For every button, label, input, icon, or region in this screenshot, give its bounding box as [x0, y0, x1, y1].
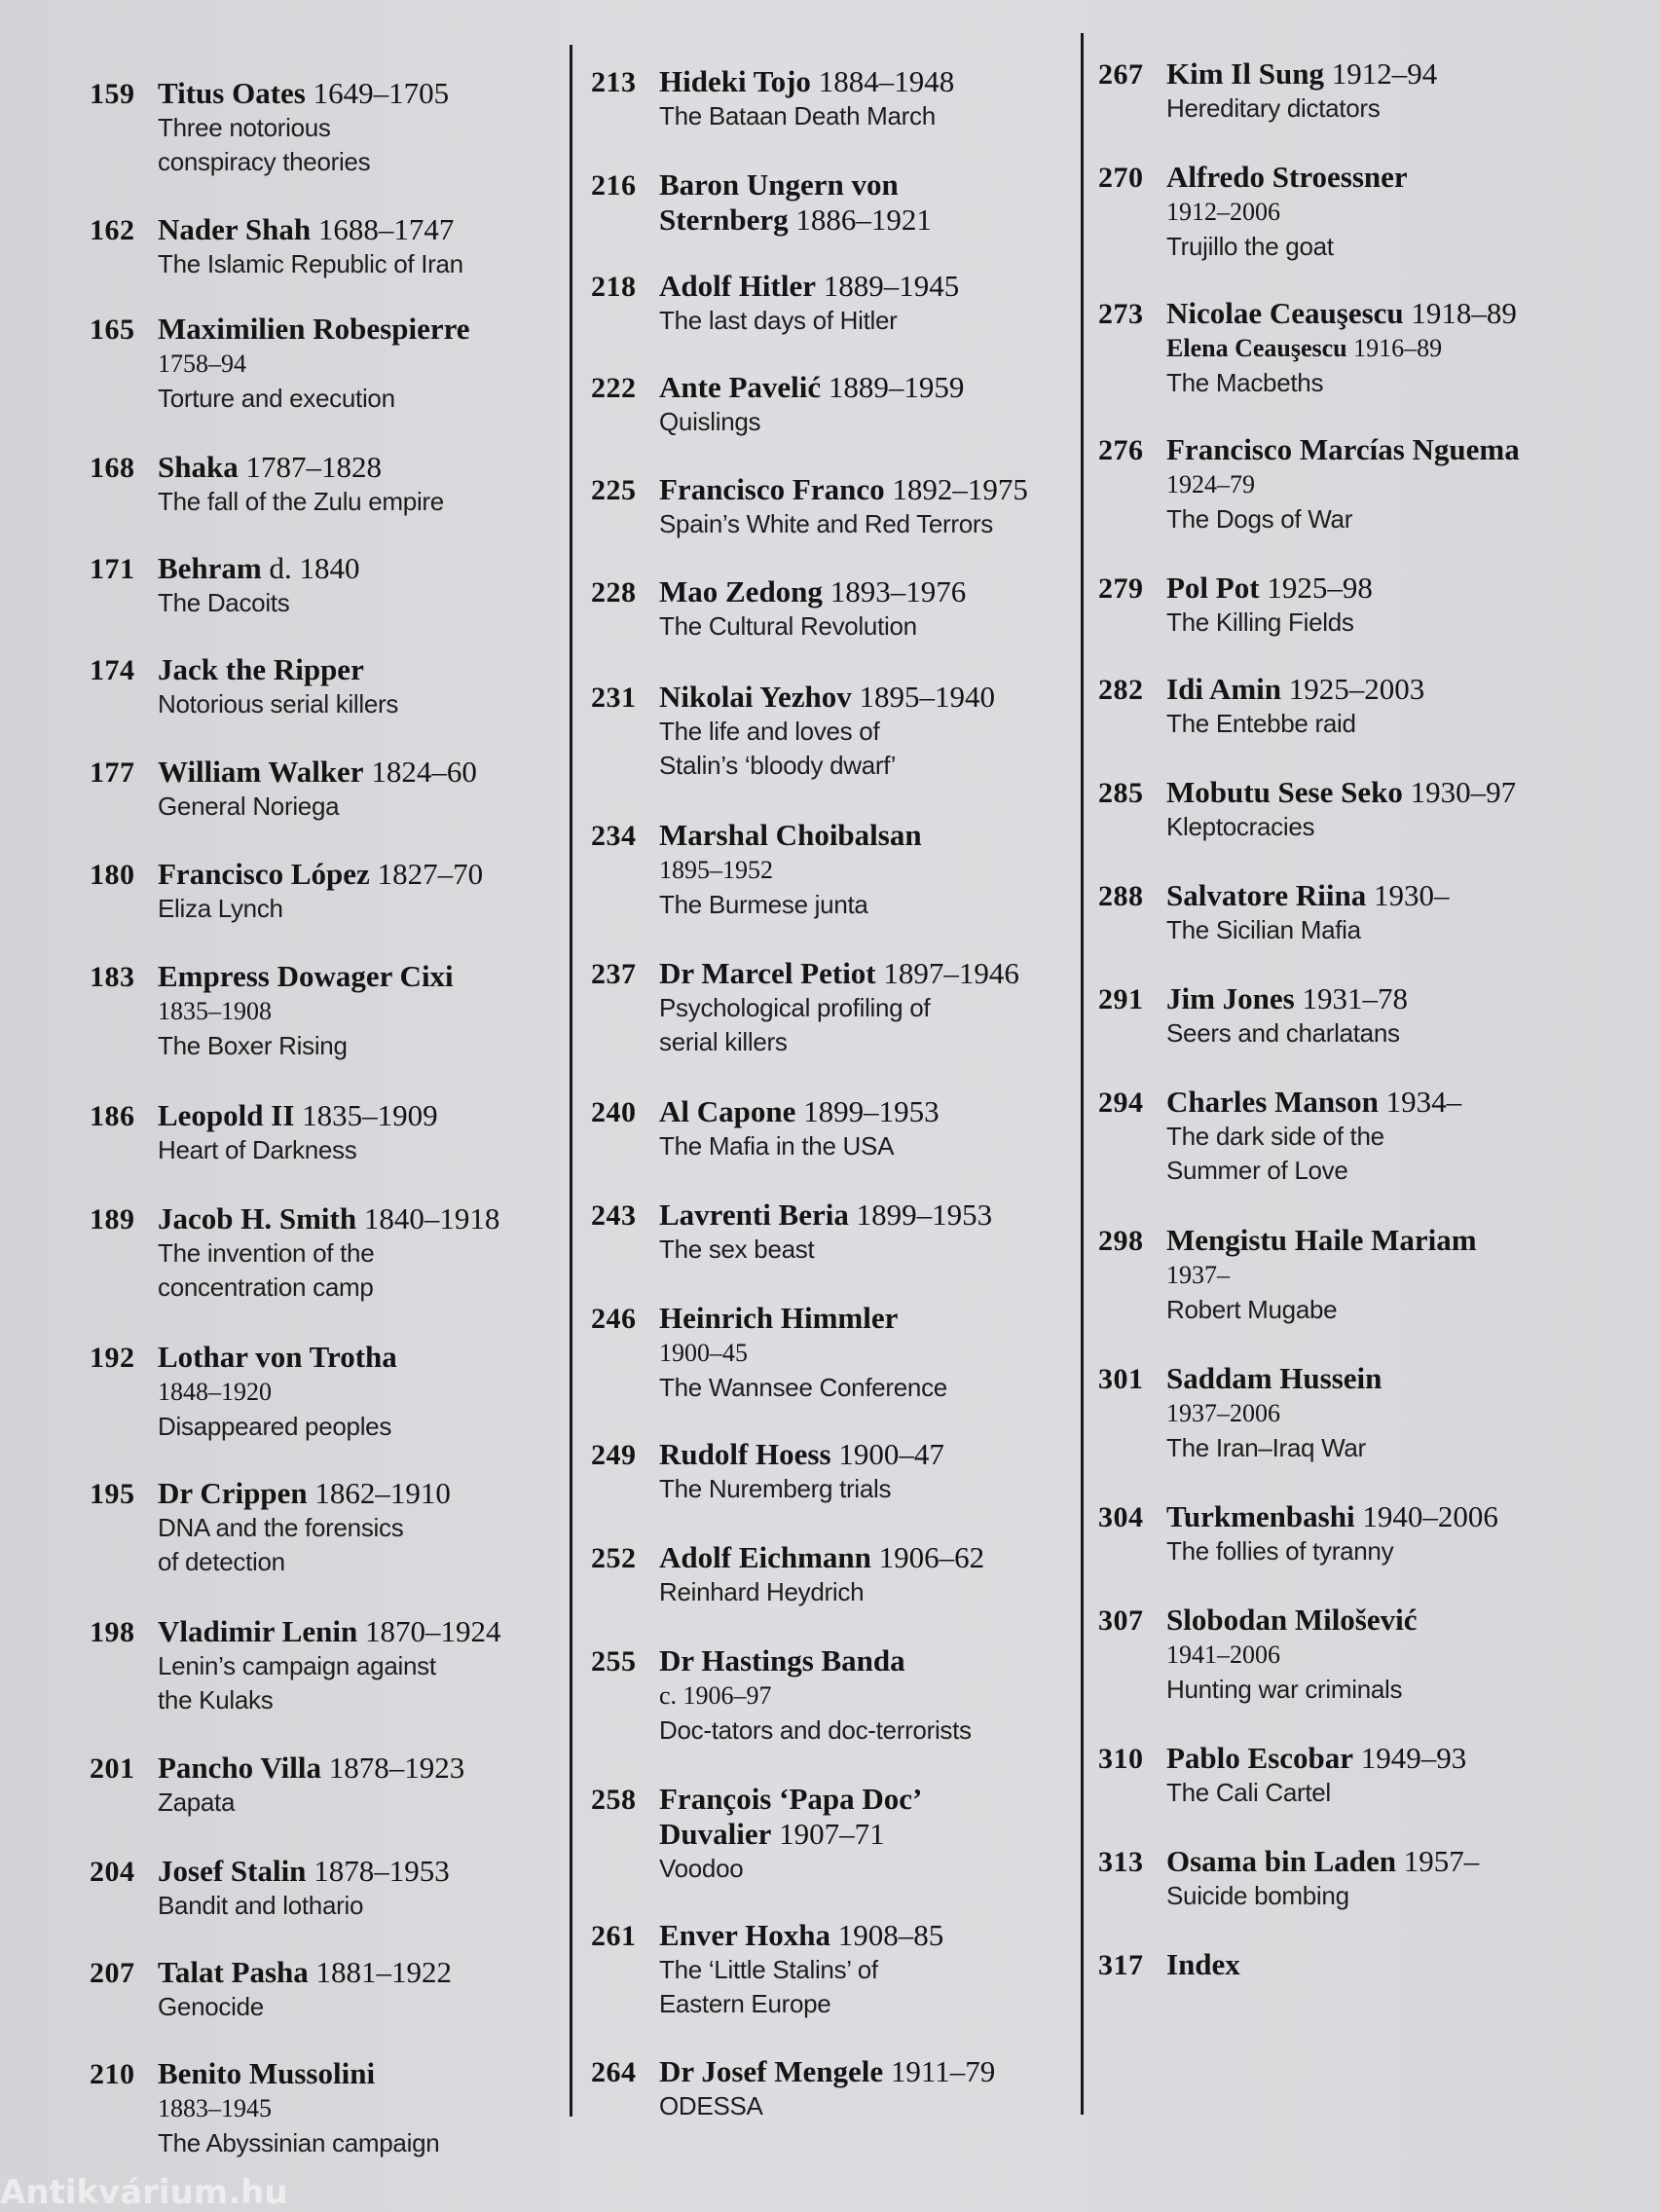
entry-name: Al Capone	[659, 1094, 796, 1128]
entry-name: Idi Amin	[1166, 672, 1282, 706]
page-number: 180	[90, 859, 135, 891]
page-number: 168	[90, 452, 135, 484]
entry-name: Pol Pot	[1166, 571, 1260, 605]
entry-description: General Noriega	[158, 792, 340, 821]
page-number: 294	[1098, 1087, 1144, 1119]
entry-description: Trujillo the goat	[1166, 232, 1334, 261]
entry-name: François ‘Papa Doc’ Duvalier	[659, 1782, 921, 1851]
entry-description: Three notorious conspiracy theories	[158, 113, 371, 176]
entry-name: Francisco Marcías Nguema	[1166, 432, 1520, 466]
entry-name: William Walker	[158, 755, 364, 789]
entry-name: Salvatore Riina	[1166, 878, 1367, 912]
toc-entry[interactable]	[1098, 432, 1624, 536]
entry-name: Index	[1166, 1947, 1240, 1981]
entry-dates: 1900–47	[838, 1437, 944, 1471]
toc-entry[interactable]	[1098, 296, 1624, 400]
entry-dates: 1758–94	[158, 350, 246, 378]
entry-dates: 1925–2003	[1288, 672, 1425, 706]
toc-entry[interactable]	[90, 2056, 547, 2160]
toc-entry[interactable]	[1098, 1499, 1624, 1568]
entry-description: ODESSA	[659, 2091, 763, 2120]
entry-name: Maximilien Robespierre	[158, 312, 470, 346]
toc-entry[interactable]	[1098, 1361, 1624, 1465]
page-number: 240	[591, 1096, 637, 1128]
entry-dates: 1835–1909	[302, 1098, 438, 1132]
entry-dates: 1930–	[1374, 878, 1450, 912]
entry-name: Francisco López	[158, 857, 370, 891]
entry-name: Vladimir Lenin	[158, 1614, 358, 1648]
entry-description: Zapata	[158, 1788, 236, 1817]
page-number: 192	[90, 1342, 135, 1374]
toc-entry[interactable]	[591, 64, 1073, 133]
entry-name: Lavrenti Beria	[659, 1198, 849, 1232]
page-number: 243	[591, 1199, 637, 1232]
entry-name: Dr Josef Mengele	[659, 2054, 884, 2088]
entry-name: Adolf Eichmann	[659, 1540, 871, 1574]
toc-entry[interactable]	[1098, 775, 1624, 844]
entry-description: The Mafia in the USA	[659, 1131, 895, 1161]
entry-name: Adolf Hitler	[659, 269, 816, 303]
entry-description: Heart of Darkness	[158, 1135, 357, 1164]
entry-description: The Nuremberg trials	[659, 1474, 892, 1503]
page-number: 218	[591, 271, 637, 303]
entry-dates: 1688–1747	[317, 212, 455, 246]
page-number: 288	[1098, 880, 1144, 912]
entry-description: The fall of the Zulu empire	[158, 487, 444, 516]
toc-entry[interactable]	[591, 574, 1073, 644]
entry-description: The sex beast	[659, 1235, 815, 1264]
entry-dates: 1931–78	[1302, 981, 1408, 1015]
page-number: 213	[591, 66, 637, 98]
page-number: 228	[591, 576, 637, 608]
page-number: 304	[1098, 1501, 1144, 1533]
entry-name: Empress Dowager Cixi	[158, 959, 454, 993]
page-number: 171	[90, 553, 135, 585]
entry-description: Spain’s White and Red Terrors	[659, 509, 993, 538]
entry-dates: 1924–79	[1166, 470, 1255, 498]
toc-entry[interactable]	[591, 680, 1073, 783]
entry-dates: 1925–98	[1267, 571, 1373, 605]
page-number: 285	[1098, 777, 1144, 809]
entry-description: Voodoo	[659, 1854, 744, 1883]
entry-description: Lenin’s campaign against the Kulaks	[158, 1651, 436, 1714]
page-number: 174	[90, 654, 135, 686]
entry-dates: 1827–70	[377, 857, 484, 891]
page-number: 298	[1098, 1225, 1144, 1257]
toc-entry[interactable]	[1098, 672, 1624, 741]
entry-name: Jack the Ripper	[158, 652, 364, 686]
toc-entry[interactable]	[90, 1751, 547, 1820]
entry-name: Shaka	[158, 450, 239, 484]
entry-description: Hunting war criminals	[1166, 1675, 1403, 1704]
entry-dates: 1862–1910	[314, 1476, 451, 1510]
toc-entry[interactable]	[591, 1198, 1073, 1267]
entry-description: Psychological profiling of serial killers	[659, 993, 931, 1056]
toc-entry[interactable]	[1098, 160, 1624, 264]
toc-entry[interactable]	[1098, 1603, 1624, 1707]
toc-entry[interactable]	[90, 76, 547, 179]
toc-entry[interactable]	[591, 269, 1073, 338]
toc-entry[interactable]	[591, 956, 1073, 1059]
entry-dates: 1900–45	[659, 1339, 748, 1367]
page-number: 234	[591, 820, 637, 852]
entry-dates: 1878–1923	[328, 1751, 465, 1785]
entry-description: The Killing Fields	[1166, 608, 1354, 637]
entry-name: Marshal Choibalsan	[659, 818, 922, 852]
toc-entry[interactable]	[90, 450, 547, 519]
entry-dates: 1934–	[1385, 1085, 1462, 1119]
entry-dates: 1870–1924	[365, 1614, 501, 1648]
entry-dates: 1940–2006	[1362, 1499, 1498, 1533]
entry-name: Mengistu Haile Mariam	[1166, 1223, 1477, 1257]
entry-description: The Entebbe raid	[1166, 709, 1356, 738]
entry-name: Mobutu Sese Seko	[1166, 775, 1403, 809]
entry-dates: 1886–1921	[795, 203, 932, 237]
entry-dates: 1881–1922	[315, 1955, 453, 1989]
page-number: 258	[591, 1784, 637, 1816]
page-number: 210	[90, 2058, 135, 2090]
page-number: 162	[90, 214, 135, 246]
column-divider	[1081, 33, 1084, 2115]
column-divider	[570, 45, 572, 2117]
toc-entry[interactable]	[591, 472, 1073, 541]
entry-description: The Iran–Iraq War	[1166, 1433, 1366, 1462]
toc-entry[interactable]	[90, 652, 547, 721]
toc-entry[interactable]	[90, 1854, 547, 1923]
entry-name: Josef Stalin	[158, 1854, 307, 1888]
page-number: 313	[1098, 1846, 1144, 1878]
page-number: 264	[591, 2056, 637, 2088]
page-number: 237	[591, 958, 637, 990]
entry-dates: 1835–1908	[158, 997, 272, 1025]
entry-name: Baron Ungern von Sternberg	[659, 167, 899, 237]
entry-dates: d. 1840	[269, 551, 360, 585]
toc-entry[interactable]	[1098, 1741, 1624, 1810]
toc-entry[interactable]	[90, 959, 547, 1063]
entry-description: The last days of Hitler	[659, 306, 898, 335]
entry-description: Disappeared peoples	[158, 1412, 392, 1441]
entry-dates: 1918–89	[1411, 296, 1517, 330]
entry-name: Saddam Hussein	[1166, 1361, 1382, 1395]
entry-description: The Macbeths	[1166, 368, 1324, 397]
entry-dates: 1897–1946	[883, 956, 1019, 990]
entry-dates: 1949–93	[1360, 1741, 1467, 1775]
page-number: 186	[90, 1100, 135, 1132]
entry-name: Slobodan Milošević	[1166, 1603, 1418, 1637]
toc-entry[interactable]	[90, 1201, 547, 1305]
page-number: 301	[1098, 1363, 1144, 1395]
entry-description: The Bataan Death March	[659, 101, 936, 130]
toc-entry[interactable]	[591, 1643, 1073, 1748]
entry-description: The Wannsee Conference	[659, 1373, 947, 1402]
page-number: 273	[1098, 298, 1144, 330]
page-number: 177	[90, 756, 135, 789]
page-number: 276	[1098, 434, 1144, 466]
entry-description: Reinhard Heydrich	[659, 1577, 865, 1606]
toc-entry[interactable]	[90, 212, 547, 281]
entry-description: Eliza Lynch	[158, 894, 283, 923]
toc-entry[interactable]	[90, 1340, 547, 1444]
entry-dates: 1937–2006	[1166, 1399, 1280, 1427]
entry-name: Kim Il Sung	[1166, 56, 1324, 91]
entry-dates: c. 1906–97	[659, 1681, 772, 1710]
entry-dates: 1907–71	[779, 1817, 885, 1851]
entry-description: The Cali Cartel	[1166, 1778, 1331, 1807]
entry-dates: 1787–1828	[245, 450, 382, 484]
entry-description: Doc-tators and doc-terrorists	[659, 1715, 972, 1745]
entry-description: The Burmese junta	[659, 890, 868, 919]
entry-name: Rudolf Hoess	[659, 1437, 831, 1471]
entry-dates: 1889–1959	[828, 370, 965, 404]
entry-description: The dark side of the Summer of Love	[1166, 1122, 1384, 1185]
toc-entry[interactable]	[1098, 1085, 1624, 1188]
entry-dates: 1937–	[1166, 1261, 1230, 1289]
entry-dates: 1840–1918	[363, 1201, 500, 1235]
entry-name: Charles Manson	[1166, 1085, 1379, 1119]
page-number: 255	[591, 1645, 637, 1677]
page-number: 252	[591, 1542, 637, 1574]
entry-description: Genocide	[158, 1992, 264, 2021]
toc-entry[interactable]	[591, 1918, 1073, 2021]
entry-name: Nikolai Yezhov	[659, 680, 852, 714]
entry-dates: 1957–	[1403, 1844, 1480, 1878]
entry-description: The invention of the concentration camp	[158, 1238, 375, 1302]
page-number: 204	[90, 1856, 135, 1888]
page-number: 225	[591, 474, 637, 506]
entry-description: The Boxer Rising	[158, 1031, 348, 1060]
toc-entry[interactable]	[90, 551, 547, 620]
watermark: Antikvárium.hu	[0, 2173, 288, 2212]
page-number: 201	[90, 1752, 135, 1785]
entry-dates: 1884–1948	[818, 64, 955, 98]
toc-entry[interactable]	[1098, 1223, 1624, 1327]
page-number: 291	[1098, 983, 1144, 1015]
page-number: 189	[90, 1203, 135, 1235]
entry-dates: 1906–62	[878, 1540, 985, 1574]
entry-name: Benito Mussolini	[158, 2056, 376, 2090]
entry-dates: 1911–79	[890, 2054, 996, 2088]
entry-name: Mao Zedong	[659, 574, 823, 608]
page-number: 249	[591, 1439, 637, 1471]
entry-dates: 1899–1953	[803, 1094, 940, 1128]
page-number: 198	[90, 1616, 135, 1648]
toc-entry[interactable]	[90, 857, 547, 926]
entry-dates: 1893–1976	[830, 574, 967, 608]
entry-name: Talat Pasha	[158, 1955, 309, 1989]
toc-entry[interactable]	[90, 312, 547, 416]
entry-name: Dr Crippen	[158, 1476, 308, 1510]
page-number: 317	[1098, 1949, 1144, 1981]
toc-entry[interactable]	[591, 370, 1073, 439]
entry-name: Hideki Tojo	[659, 64, 811, 98]
entry-description: The Abyssinian campaign	[158, 2128, 440, 2157]
entry-dates: 1824–60	[371, 755, 477, 789]
page-number: 222	[591, 372, 637, 404]
toc-entry[interactable]	[591, 818, 1073, 922]
entry-description: The life and loves of Stalin’s ‘bloody dwarf’	[659, 717, 897, 780]
entry-dates: 1878–1953	[313, 1854, 450, 1888]
entry-name: Nicolae Ceauşescu	[1166, 296, 1404, 330]
page-number: 267	[1098, 58, 1144, 91]
entry-name: Osama bin Laden	[1166, 1844, 1397, 1878]
toc-entry[interactable]	[1098, 56, 1624, 126]
toc-entry[interactable]	[591, 1437, 1073, 1506]
page-number: 195	[90, 1478, 135, 1510]
entry-dates: 1883–1945	[158, 2094, 272, 2122]
entry-name: Titus Oates	[158, 76, 306, 110]
entry-dates: 1889–1945	[823, 269, 960, 303]
entry-dates: 1912–2006	[1166, 198, 1280, 226]
page-number: 270	[1098, 162, 1144, 194]
entry-name-secondary: Elena Ceauşescu	[1166, 334, 1347, 362]
toc-entry[interactable]	[591, 1540, 1073, 1609]
entry-name: Francisco Franco	[659, 472, 885, 506]
toc-entry[interactable]	[1098, 1844, 1624, 1913]
entry-dates: 1899–1953	[856, 1198, 993, 1232]
toc-entry[interactable]	[591, 2054, 1073, 2123]
entry-dates-secondary: 1916–89	[1353, 334, 1443, 362]
entry-description: Robert Mugabe	[1166, 1295, 1338, 1324]
entry-dates: 1649–1705	[313, 76, 450, 110]
entry-dates: 1908–85	[837, 1918, 944, 1952]
page-number: 282	[1098, 674, 1144, 706]
entry-description: Kleptocracies	[1166, 812, 1315, 841]
toc-entry[interactable]	[90, 1955, 547, 2024]
page-number: 216	[591, 169, 637, 202]
entry-description: The Dacoits	[158, 588, 290, 617]
entry-name: Enver Hoxha	[659, 1918, 830, 1952]
toc-entry[interactable]	[90, 755, 547, 824]
page-number: 307	[1098, 1604, 1144, 1637]
entry-description: The Cultural Revolution	[659, 611, 917, 641]
entry-description: DNA and the forensics of detection	[158, 1513, 404, 1576]
entry-description: Seers and charlatans	[1166, 1018, 1400, 1048]
entry-description: The Sicilian Mafia	[1166, 915, 1361, 944]
entry-name: Pancho Villa	[158, 1751, 321, 1785]
entry-name: Behram	[158, 551, 262, 585]
entry-description: The Dogs of War	[1166, 504, 1353, 534]
toc-entry[interactable]	[591, 1301, 1073, 1405]
toc-entry[interactable]	[1098, 571, 1624, 640]
toc-entry[interactable]	[591, 1782, 1073, 1886]
entry-dates: 1941–2006	[1166, 1641, 1280, 1669]
entry-name: Jacob H. Smith	[158, 1201, 357, 1235]
entry-name: Dr Marcel Petiot	[659, 956, 876, 990]
entry-name: Dr Hastings Banda	[659, 1643, 905, 1677]
entry-description: The Islamic Republic of Iran	[158, 249, 463, 278]
toc-entry[interactable]	[1098, 1947, 1624, 1982]
toc-entry[interactable]	[1098, 981, 1624, 1051]
page-number: 159	[90, 78, 135, 110]
entry-name: Turkmenbashi	[1166, 1499, 1355, 1533]
entry-name: Alfredo Stroessner	[1166, 160, 1408, 194]
entry-name: Nader Shah	[158, 212, 312, 246]
entry-description: Notorious serial killers	[158, 689, 399, 719]
entry-description: The ‘Little Stalins’ of Eastern Europe	[659, 1955, 878, 2018]
page-number: 261	[591, 1920, 637, 1952]
page-number: 207	[90, 1957, 135, 1989]
toc-entry[interactable]	[591, 1094, 1073, 1163]
entry-dates: 1895–1940	[859, 680, 996, 714]
entry-description: Torture and execution	[158, 384, 395, 413]
page-number: 183	[90, 961, 135, 993]
entry-description: The follies of tyranny	[1166, 1536, 1394, 1566]
entry-dates: 1895–1952	[659, 856, 773, 884]
entry-description: Hereditary dictators	[1166, 93, 1381, 123]
entry-name: Heinrich Himmler	[659, 1301, 899, 1335]
entry-dates: 1912–94	[1331, 56, 1438, 91]
page-number: 231	[591, 682, 637, 714]
page-number: 165	[90, 313, 135, 346]
entry-name: Lothar von Trotha	[158, 1340, 397, 1374]
page-number: 279	[1098, 572, 1144, 605]
entry-dates: 1892–1975	[892, 472, 1028, 506]
page-number: 246	[591, 1303, 637, 1335]
toc-entry[interactable]	[90, 1098, 547, 1167]
entry-description: Suicide bombing	[1166, 1881, 1349, 1910]
toc-entry[interactable]	[1098, 878, 1624, 947]
entry-description: Bandit and lothario	[158, 1891, 364, 1920]
entry-name: Jim Jones	[1166, 981, 1295, 1015]
toc-entry[interactable]	[90, 1614, 547, 1717]
entry-dates: 1848–1920	[158, 1378, 272, 1406]
entry-name: Leopold II	[158, 1098, 295, 1132]
toc-entry[interactable]	[591, 167, 1073, 238]
page-number: 310	[1098, 1743, 1144, 1775]
entry-name: Pablo Escobar	[1166, 1741, 1354, 1775]
toc-entry[interactable]	[90, 1476, 547, 1579]
entry-dates: 1930–97	[1410, 775, 1517, 809]
entry-name: Ante Pavelić	[659, 370, 822, 404]
entry-description: Quislings	[659, 407, 761, 436]
